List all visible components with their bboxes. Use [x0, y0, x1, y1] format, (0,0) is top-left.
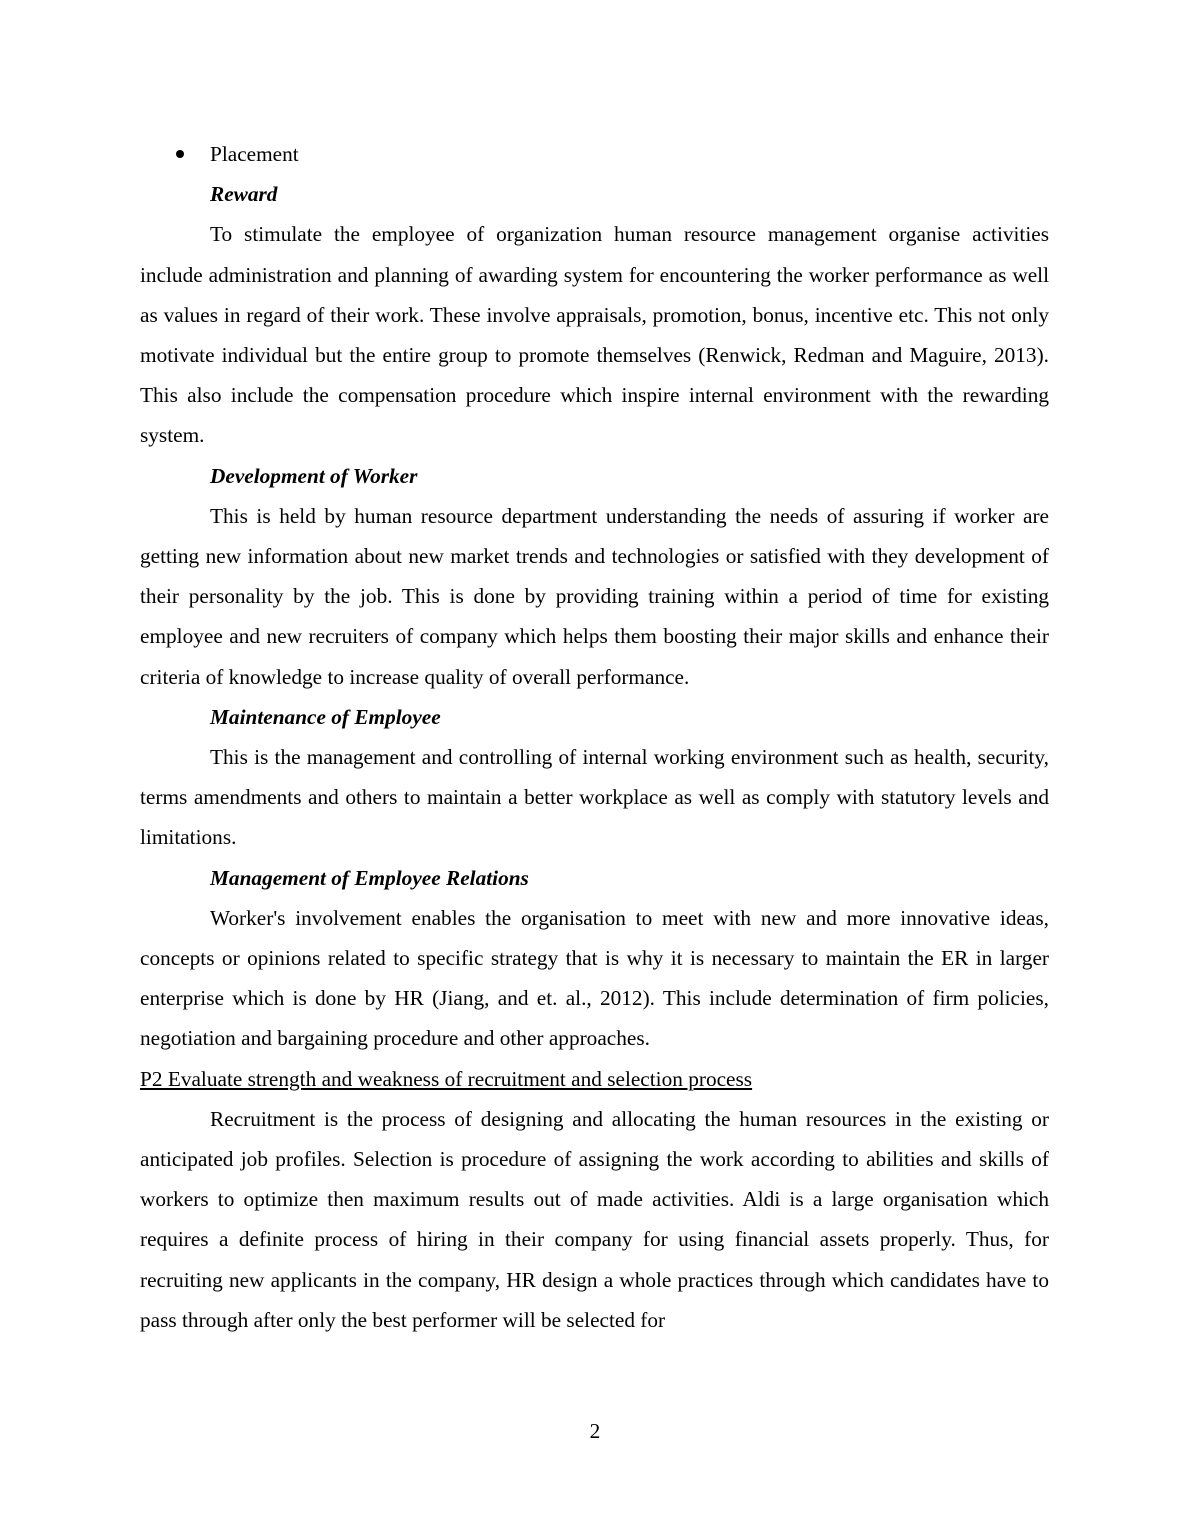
relations-paragraph: Worker's involvement enables the organisation to meet with new and more innovative ideas, concepts or opinions related to specific strategy that is why it is necessary to maintain the ER in larger enterprise which is done by HR (Jiang, and et. al., 2012). This include determination of firm policies, negotiation and bargaining procedure and other approaches.: [140, 905, 1049, 1051]
page-number: 2: [589, 1419, 601, 1443]
maintenance-paragraph: This is the management and controlling of internal working environment such as health, security, terms amendments and others to maintain a better workplace as well as comply with statutory levels and limitations.: [140, 744, 1049, 850]
bullet-icon: [176, 150, 184, 158]
development-heading: Development of Worker: [210, 463, 418, 488]
bullet-label: Placement: [210, 142, 299, 166]
document-page: [140, 134, 1049, 1340]
reward-heading: Reward: [210, 182, 278, 207]
bullet-item: [140, 134, 1049, 174]
reward-paragraph: To stimulate the employee of organization human resource management organise activities include administration and planning of awarding system for encountering the worker performance as well as values in regard of their work. These involve appraisals, promotion, bonus, incentive etc. This not only motivate individual but the entire group to promote themselves (Renwick, Redman and Maguire, 2013). This also include the compensation procedure which inspire internal environment with the rewarding system.: [140, 222, 1049, 448]
relations-heading: Management of Employee Relations: [210, 865, 529, 890]
development-paragraph: This is held by human resource department understanding the needs of assuring if worker are getting new information about new market trends and technologies or satisfied with they development of their personality by the job. This is done by providing training within a period of time for existing employee and new recruiters of company which helps them boosting their major skills and enhance their criteria of knowledge to increase quality of overall performance.: [140, 503, 1049, 689]
p2-paragraph: Recruitment is the process of designing and allocating the human resources in the existing or anticipated job profiles. Selection is procedure of assigning the work according to abilities and skills of workers to optimize then maximum results out of made activities. Aldi is a large organisation which requires a definite process of hiring in their company for using financial assets properly. Thus, for recruiting new applicants in the company, HR design a whole practices through which candidates have to pass through after only the best performer will be selected for: [140, 1106, 1049, 1332]
p2-section-title: P2 Evaluate strength and weakness of recruitment and selection process: [140, 1066, 753, 1091]
maintenance-heading: Maintenance of Employee: [210, 704, 441, 729]
